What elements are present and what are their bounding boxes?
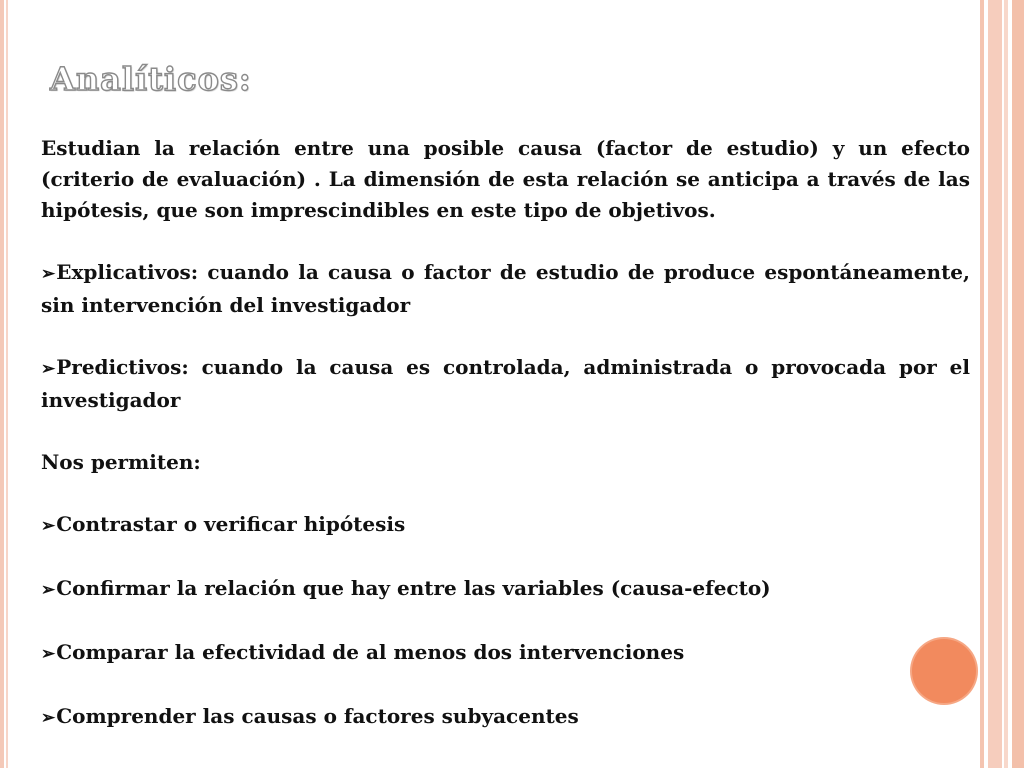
arrow-bullet-icon: ➢ [41, 580, 56, 600]
bullet-text: Confirmar la relación que hay entre las variables (causa-efecto) [56, 576, 771, 600]
left-border-stripe-inner [6, 0, 8, 768]
bullet-text: Contrastar o verificar hipótesis [56, 512, 406, 536]
bullet-explicativos [41, 257, 970, 321]
arrow-bullet-icon: ➢ [41, 359, 56, 379]
arrow-bullet-icon: ➢ [41, 708, 56, 728]
bullet-comparar [41, 637, 970, 670]
intro-paragraph: Estudian la relación entre una posible causa (factor de estudio) y un efecto (criterio de evaluación) . La dimensión de esta relación se anticipa a través de las hipótesis, que son imprescindibles en este tipo de objetivos. [41, 136, 970, 222]
right-border-stripe-4 [1012, 0, 1024, 768]
bullet-predictivos [41, 352, 970, 416]
bullet-comprender [41, 701, 970, 734]
arrow-bullet-icon: ➢ [41, 516, 56, 536]
arrow-bullet-icon: ➢ [41, 264, 56, 284]
arrow-bullet-icon: ➢ [41, 644, 56, 664]
spacer [41, 606, 970, 637]
right-border-stripe-3 [1004, 0, 1008, 768]
spacer [41, 478, 970, 509]
bullet-text: Comprender las causas o factores subyacentes [56, 704, 579, 728]
spacer [41, 416, 970, 447]
spacer [41, 226, 970, 257]
slide-title: Analíticos: [50, 60, 252, 98]
bullet-contrastar [41, 509, 970, 542]
spacer [41, 321, 970, 352]
bullet-text: Predictivos: cuando la causa es controlada, administrada o provocada por el investigador [41, 355, 970, 412]
left-border-stripe [0, 0, 4, 768]
right-border-stripe-1 [980, 0, 984, 768]
right-border-stripe-2 [988, 0, 1002, 768]
bullet-text: Explicativos: cuando la causa o factor de estudio de produce espontáneamente, sin intervención del investigador [41, 260, 970, 317]
bullet-confirmar [41, 573, 970, 606]
slide-body [41, 133, 970, 734]
decorative-circle [912, 639, 976, 703]
permits-heading: Nos permiten: [41, 450, 201, 474]
spacer [41, 670, 970, 701]
spacer [41, 542, 970, 573]
bullet-text: Comparar la efectividad de al menos dos intervenciones [56, 640, 685, 664]
